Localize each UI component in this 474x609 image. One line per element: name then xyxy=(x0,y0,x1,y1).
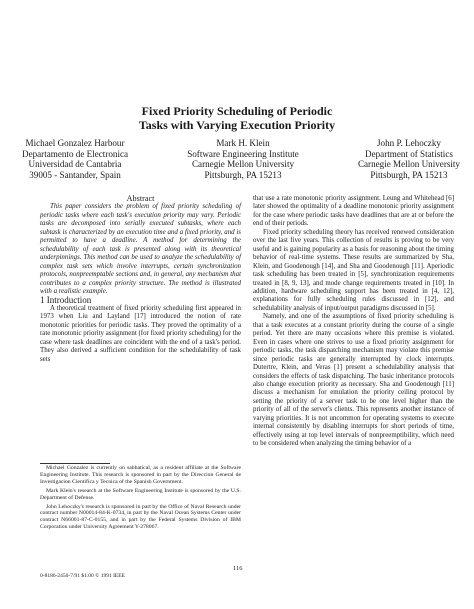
page-number: 116 xyxy=(233,565,243,572)
footnote: John Lehoczky's research is sponsored in part by the Office of Naval Research under contract number N00014-84-K-0734, in part by the Naval Ocean Systems Center under contract N66001-87-C-0155, and in part by the Federal Systems Division of IBM Corporation under University Agreement Y-278067. xyxy=(40,503,241,531)
footnote: Michael Gonzalez is currently on sabbatical, as a resident affiliate at the Software Engineering Institute. This research is sponsored in part by the Direccion General de Investigacion Cientifica y Tecnica of the Spanish Government. xyxy=(40,465,241,485)
title-line-1: Fixed Priority Scheduling of Periodic xyxy=(141,104,333,118)
footnotes xyxy=(40,465,241,533)
author-name: Mark H. Klein xyxy=(216,138,270,148)
body-paragraph: that use a rate monotonic priority assignment. Leung and Whitehead [6] later showed the optimality of a deadline monotonic priority assignment for the case where periodic tasks have deadlines that are at or before the end of their periods. xyxy=(253,195,454,228)
author-2 xyxy=(187,138,299,180)
title-line-2: Tasks with Varying Execution Priority xyxy=(138,118,336,132)
author-block xyxy=(22,138,460,180)
author-institution: Carnegie Mellon University xyxy=(191,159,295,170)
footnote-divider xyxy=(40,463,110,464)
section-heading: 1 Introduction xyxy=(40,295,92,306)
author-3 xyxy=(358,138,460,180)
author-name: John P. Lehoczky xyxy=(377,138,441,148)
author-institution: Carnegie Mellon University xyxy=(357,159,460,170)
right-column xyxy=(253,195,454,449)
author-address: Pittsburgh, PA 15213 xyxy=(370,169,448,180)
author-affiliation: Software Engineering Institute xyxy=(187,148,299,159)
copyright-line: 0-8186-2450-7/91 $1.00 © 1991 IEEE xyxy=(40,573,125,579)
author-address: 39005 - Santander, Spain xyxy=(29,169,121,180)
body-paragraph: Fixed priority scheduling theory has received renewed consideration over the last five years. This collection of results is proving to be very useful and is gaining popularity as a basis for reasoning about the timing behavior of real-time systems. These results are summarized by Sha, Klein, and Goodenough [14], and Sha and Goodenough [11]. Aperiodic task scheduling has been treated in [5], synchronization requirements treated in [8, 9, 13], and mode change requirements treated in [10]. In addition, hardware scheduling support has been treated in [4, 12], explanations for fully scheduling rules discussed in [12], and schedulability analysis of input/output paradigms discussed in [5]. xyxy=(253,228,454,312)
author-name: Michael Gonzalez Harbour xyxy=(25,138,125,148)
abstract-heading: Abstract xyxy=(126,194,155,203)
abstract-text: This paper considers the problem of fixed priority scheduling of periodic tasks where each task's execution priority may vary. Periodic tasks are decomposed into serially executed subtasks, where each subtask is characterized by an execution time and a fixed priority, and is permitted to have a deadline. A method for determining the schedulability of each task is presented along with its theoretical underpinnings. This method can be used to analyze the schedulability of complex task sets which involve interrupts, certain synchronization protocols, nonpreemptable sections and, in general, any mechanism that contributes to a complex priority structure. The method is illustrated with a realistic example. xyxy=(40,203,241,295)
footnote: Mark Klein's research at the Software Engineering Institute is sponsored by the U.S. Department of Defense. xyxy=(40,487,241,501)
author-1 xyxy=(22,138,128,180)
author-institution: Universidad de Cantabria xyxy=(28,159,122,170)
body-paragraph: Namely, and one of the assumptions of fixed priority scheduling is that a task executes at a constant priority during the course of a single period. Yet there are many occasions where this premise is violated. Even in cases where one strives to use a fixed priority assignment for periodic tasks, the task dispatching mechanism may violate this premise since periodic tasks are generally interrupted by clock interrupts. Dutertre, Klein, and Veras [1] present a schedulability analysis that considers the effects of task dispatching. The basic inheritance protocols also change execution priority as necessary. Sha and Goodenough [11] discuss a mechanism for emulation the priority ceiling protocol by setting the priority of a server task to be one level higher than the priority of all of the server's clients. This represents another instance of varying priorities. It is not uncommon for operating systems to execute internal consistently by disabling interrupts for short periods of time, effectively using at top level intervals of nonpreemptibility, which need to be considered when analyzing the timing behavior of a xyxy=(253,313,454,448)
introduction-text: A theoretical treatment of fixed priority scheduling first appeared in 1973 when Liu and Layland [17] introduced the notion of rate monotonic priorities for periodic tasks. They proved the optimality of a rate monotonic priority assignment (for fixed priority scheduling) for the case where task deadlines are coincident with the end of a task's period. They also derived a sufficient condition for the schedulability of task sets xyxy=(40,304,241,363)
author-affiliation: Departamento de Electronica xyxy=(22,148,129,159)
left-column xyxy=(40,195,241,364)
author-affiliation: Department of Statistics xyxy=(365,148,453,159)
author-address: Pittsburgh, PA 15213 xyxy=(204,169,282,180)
paper-title xyxy=(0,104,474,132)
